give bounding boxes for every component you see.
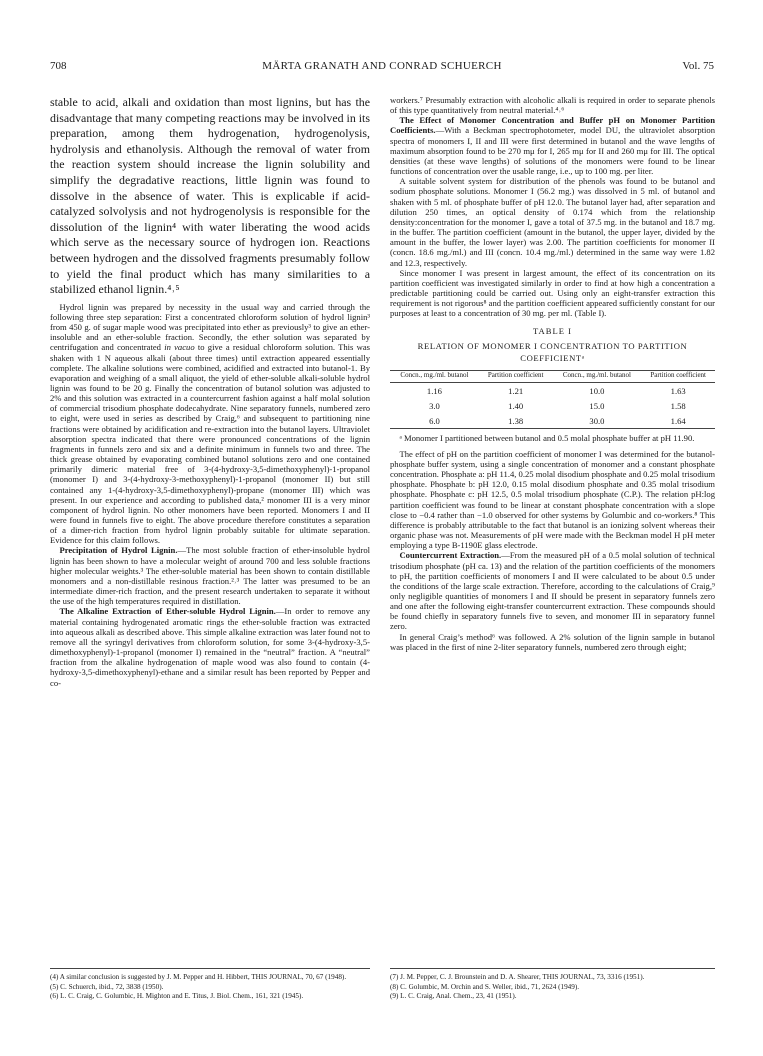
table-row bbox=[390, 413, 715, 429]
table-cell: 1.38 bbox=[479, 413, 553, 429]
countercurrent-heading: Countercurrent Extraction. bbox=[399, 550, 502, 561]
page-number: 708 bbox=[50, 60, 67, 72]
workers-paragraph: workers.⁷ Presumably extraction with alcoholic alkali is required in order to separate phenols of this type quantitatively from neutral material.⁴˒⁶ bbox=[390, 95, 715, 116]
footnote: (9) L. C. Craig, Anal. Chem., 23, 41 (1951). bbox=[390, 992, 517, 1001]
table-row bbox=[390, 382, 715, 398]
table-cell: 1.64 bbox=[641, 413, 715, 429]
table-1 bbox=[390, 326, 715, 442]
footnotes-left bbox=[50, 973, 370, 1002]
table-title: RELATION OF MONOMER I CONCENTRATION TO PARTITION COEFFICIENTᵃ bbox=[417, 341, 688, 364]
effect-paragraph: The Effect of Monomer Concentration and Buffer pH on Monomer Partition Coefficients.—With a Beckman spectrophotometer, model DU, the ultraviolet absorption spectra of monomers I, II and III were first determined in butanol and the wave lengths of maximum absorption found to be 270 mμ for I, 265 mμ for II and 260 mμ for III. The optical densities (at these wave lengths) of solutions of the monomers were found to be linear functions of concentration over the usable range, i.e., up to 100 mg. per liter. bbox=[390, 115, 715, 177]
ph-effect-paragraph: The effect of pH on the partition coefficient of monomer I was determined for the butanol-phosphate buffer system, using a single concentration of monomer and a constant phosphate concentration. Phosphate a: pH 11.4, 0.25 molal disodium phosphate and 0.25 molal trisodium phosphate. Phosphate b: pH 12.0, 0.15 molal disodium phosphate and 0.35 molal trisodium phosphate. Phosphate c: pH 12.5, 0.5 molal trisodium phosphate (C.P.). The relation pH:log partition coefficient was found to be linear at constant phosphate concentration with a slope close to −0.4 rather than −1.0 observed for other systems by Golumbic and co-workers.⁸ This difference is probably attributable to the fact that butanol is an ionizing solvent whereas their organic phase was not. Measurements of pH were made with the Beckman model H pH meter employing a type B-1190E glass electrode. bbox=[390, 448, 716, 551]
table-cell: 10.0 bbox=[589, 385, 605, 396]
precipitation-heading: Precipitation of Hydrol Lignin. bbox=[59, 545, 178, 556]
table-cell: 1.58 bbox=[670, 400, 686, 411]
craig-method-paragraph: In general Craig’s method⁶ was followed. A 2% solution of the lignin sample in butanol was placed in the first of nine 2-liter separatory funnels, numbered zero through eight; bbox=[390, 631, 715, 652]
table-header: Concn., mg./ml. butanol bbox=[552, 371, 641, 382]
table-cell: 1.40 bbox=[508, 400, 524, 411]
right-column bbox=[390, 95, 715, 652]
footnote: (8) C. Golumbic, M. Orchin and S. Weller, ibid., 71, 2624 (1949). bbox=[390, 982, 580, 991]
footnote-rule-left bbox=[50, 968, 370, 969]
table-footnote: ᵃ Monomer I partitioned between butanol and 0.5 molal phosphate buffer at pH 11.90. bbox=[399, 432, 695, 443]
table-header: Concn., mg./ml. butanol bbox=[390, 371, 479, 382]
countercurrent-paragraph: Countercurrent Extraction.—From the measured pH of a 0.5 molal solution of technical trisodium phosphate (pH ca. 13) and the relation of the partition coefficients of the monomers to pH, the partition coefficients of monomers I and II were calculated to be about 0.5 under the conditions of the large scale extraction. Therefore, according to the calculations of Craig,⁹ only negligible quantities of monomers I and II should be present in separatory funnels zero and one after the following eight-transfer countercurrent extraction. These compounds should be found chiefly in separatory funnels five to seven, and monomer III in separatory funnel zero. bbox=[390, 550, 715, 632]
table-row bbox=[390, 398, 715, 413]
footnote: (6) L. C. Craig, C. Golumbic, H. Mighton and E. Titus, J. Biol. Chem., 161, 321 (1945). bbox=[50, 992, 304, 1001]
footnote: (7) J. M. Pepper, C. J. Brounstein and D. A. Shearer, THIS JOURNAL, 73, 3316 (1951). bbox=[390, 973, 645, 981]
alkaline-paragraph: The Alkaline Extraction of Ether-soluble Hydrol Lignin.—In order to remove any material containing hydrogenated aromatic rings the ether-soluble fraction was extracted into aqueous alkali as described above. This simple alkaline extraction was later found not to remove all the syringyl derivatives from chloroform solution, for some 3-(4-hydroxy-3,5-dimethoxyphenyl)-1-propanol (monomer I) remained in the “neutral” fraction. A “neutral” fraction from the alkaline hydrogenation of maple wood was also found to contain (4-hydroxy-3,5-dimethoxyphenyl)-ethane and a similar result has been reported by Pepper and co- bbox=[50, 606, 371, 688]
table-header: Partition coefficient bbox=[641, 371, 715, 382]
table-label: TABLE I bbox=[532, 326, 572, 337]
footnote-rule-right bbox=[390, 968, 715, 969]
concentration-paragraph: Since monomer I was present in largest amount, the effect of its concentration on its partition coefficient was investigated similarly in order to find at how high a concentration a predictable partitioning could be carried out. Using only an eight-transfer extraction this requirement is not rigorous⁸ and the partition coefficient appeared sufficiently constant for our purposes at least to a concentration of 30 mg. per ml. (Table I). bbox=[390, 267, 715, 319]
precipitation-paragraph: Precipitation of Hydrol Lignin.—The most soluble fraction of ether-insoluble hydrol lignin has been shown to have a molecular weight of around 700 and less soluble fractions higher molecular weights.³ The ether-soluble material has been shown to contain distillable monomers and a non-distillable resinous fraction.²˒³ The latter was presumed to be an intermediate dimer-rich fraction, and the present research undertaken to separate it without the use of the high temperatures required in distillation. bbox=[50, 545, 371, 607]
table-cell: 1.21 bbox=[508, 385, 524, 396]
footnotes-right bbox=[390, 973, 715, 1002]
solvent-paragraph: A suitable solvent system for distribution of the phenols was found to be butanol and sodium phosphate solutions. Monomer I (56.2 mg.) was dissolved in 5 ml. of butanol and shaken with 5 ml. of phosphate buffer of pH 12.0. The butanol layer had, after separation and dilution 250 times, an optical density of 0.174 which from the relationship density:concentration for the monomer I, gave a total of 37.5 mg. in the butanol and 18.7 mg. in the buffer. The partition coefficient (amount in the butanol, the upper layer, divided by the amount in the buffer, the lower layer) was 2.00. The partition coefficients for monomer II (concn. 18.6 mg./ml.) and III (concn. 10.4 mg./ml.) determined in the same way were 1.82 and 12.3, respectively. bbox=[390, 176, 715, 268]
table-cell: 1.63 bbox=[670, 385, 686, 396]
alkaline-heading: The Alkaline Extraction of Ether-soluble Hydrol Lignin. bbox=[59, 606, 276, 617]
running-authors: MÄRTA GRANATH AND CONRAD SCHUERCH bbox=[262, 60, 502, 72]
volume-label: Vol. 75 bbox=[682, 60, 714, 72]
table-cell: 15.0 bbox=[589, 400, 605, 411]
footnote: (5) C. Schuerch, ibid., 72, 3838 (1950). bbox=[50, 982, 164, 991]
table-cell: 30.0 bbox=[552, 413, 641, 429]
table-cell: 6.0 bbox=[390, 413, 479, 429]
intro-paragraph: stable to acid, alkali and oxidation than most lignins, but has the disadvantage that many competing reactions may be involved in its preparation, among them hydrogenation, hydrogenolysis, hydrolysis and ethanolysis. Although the removal of water from the reaction system should increase the lignin solubility and simplify the degradative reactions, little lignin was found to dissolve in the absence of water. This is explicable if acid-catalyzed solvolysis and not hydrogenolysis is responsible for the dissolution of the lignin⁴ with water liberating the wood acids which serve as the necessary source of hydrogen ion. Reactions between hydrogen and the dissolved fragments presumably follow to yield the final product which has many similarities to a stabilized ethanol lignin.⁴˒⁵ bbox=[50, 95, 370, 297]
data-table bbox=[390, 370, 715, 428]
footnote: (4) A similar conclusion is suggested by J. M. Pepper and H. Hibbert, THIS JOURNAL, 70, 67 (1948). bbox=[50, 973, 347, 981]
effect-heading: The Effect of Monomer Concentration and Buffer pH on Monomer Partition Coefficients. bbox=[390, 115, 715, 136]
hydrol-paragraph: Hydrol lignin was prepared by necessity in the usual way and carried through the following three step separation: First a concentrated chloroform solution of hydrol lignin³ from 450 g. of sugar maple wood was precipitated into ether as previously³ to give an ether-insoluble and an ether-soluble fraction. Secondly, the ether solution was separated by centrifugation and concentrated in vacuo to give a residual chloroform solution. This was shaken with 1 N aqueous alkali (about three times) until extraction appeared essentially complete. The alkaline solutions were combined, acidified and extracted into butanol-1. By evaporation and weighing of a small aliquot, the yield of ether-soluble alkali-soluble hydrol lignin was found to be 20 g. Finally the concentration of butanol solution was adjusted to 2% and this solution was extracted in a countercurrent fashion against a half molal solution of commercial trisodium phosphate dodecahydrate. Nine separatory funnels, numbered zero to eight, were used in series as described by Craig,⁶ and subsequent to partitioning nine fractions were obtained by acidification and re-extraction into the butanol layers. Ultraviolet absorption spectra indicated that there were pronounced concentrations of the lignin fragments in funnels zero and six and a definite minimum in funnels two and three. The thick grease obtained by evaporating combined butanol solutions zero and one contained primarily dimeric material free of 3-(4-hydroxy-3,5-dimethoxyphenyl)-1-propanol (monomer I) and 3-(4-hydroxy-3-methoxyphenyl)-1-propanol (monomer II) but still contained any 1-(4-hydroxy-3,5-dimethoxyphenyl)-propane (monomer III) which was present. In our experience and according to published data,² monomer III is a very minor component of hydrol lignin. No other monomers have been reported. Monomers I and II were found in funnels five to eight. The above procedure therefore constitutes a separation of a dimer-rich fraction from hydrol lignin probably suitable for ultimate separation. Evidence for this claim follows. bbox=[50, 301, 370, 546]
table-cell: 3.0 bbox=[429, 400, 440, 411]
left-column bbox=[50, 95, 370, 688]
table-header: Partition coefficient bbox=[479, 371, 553, 382]
running-header bbox=[50, 60, 714, 74]
table-cell: 1.16 bbox=[426, 385, 442, 396]
